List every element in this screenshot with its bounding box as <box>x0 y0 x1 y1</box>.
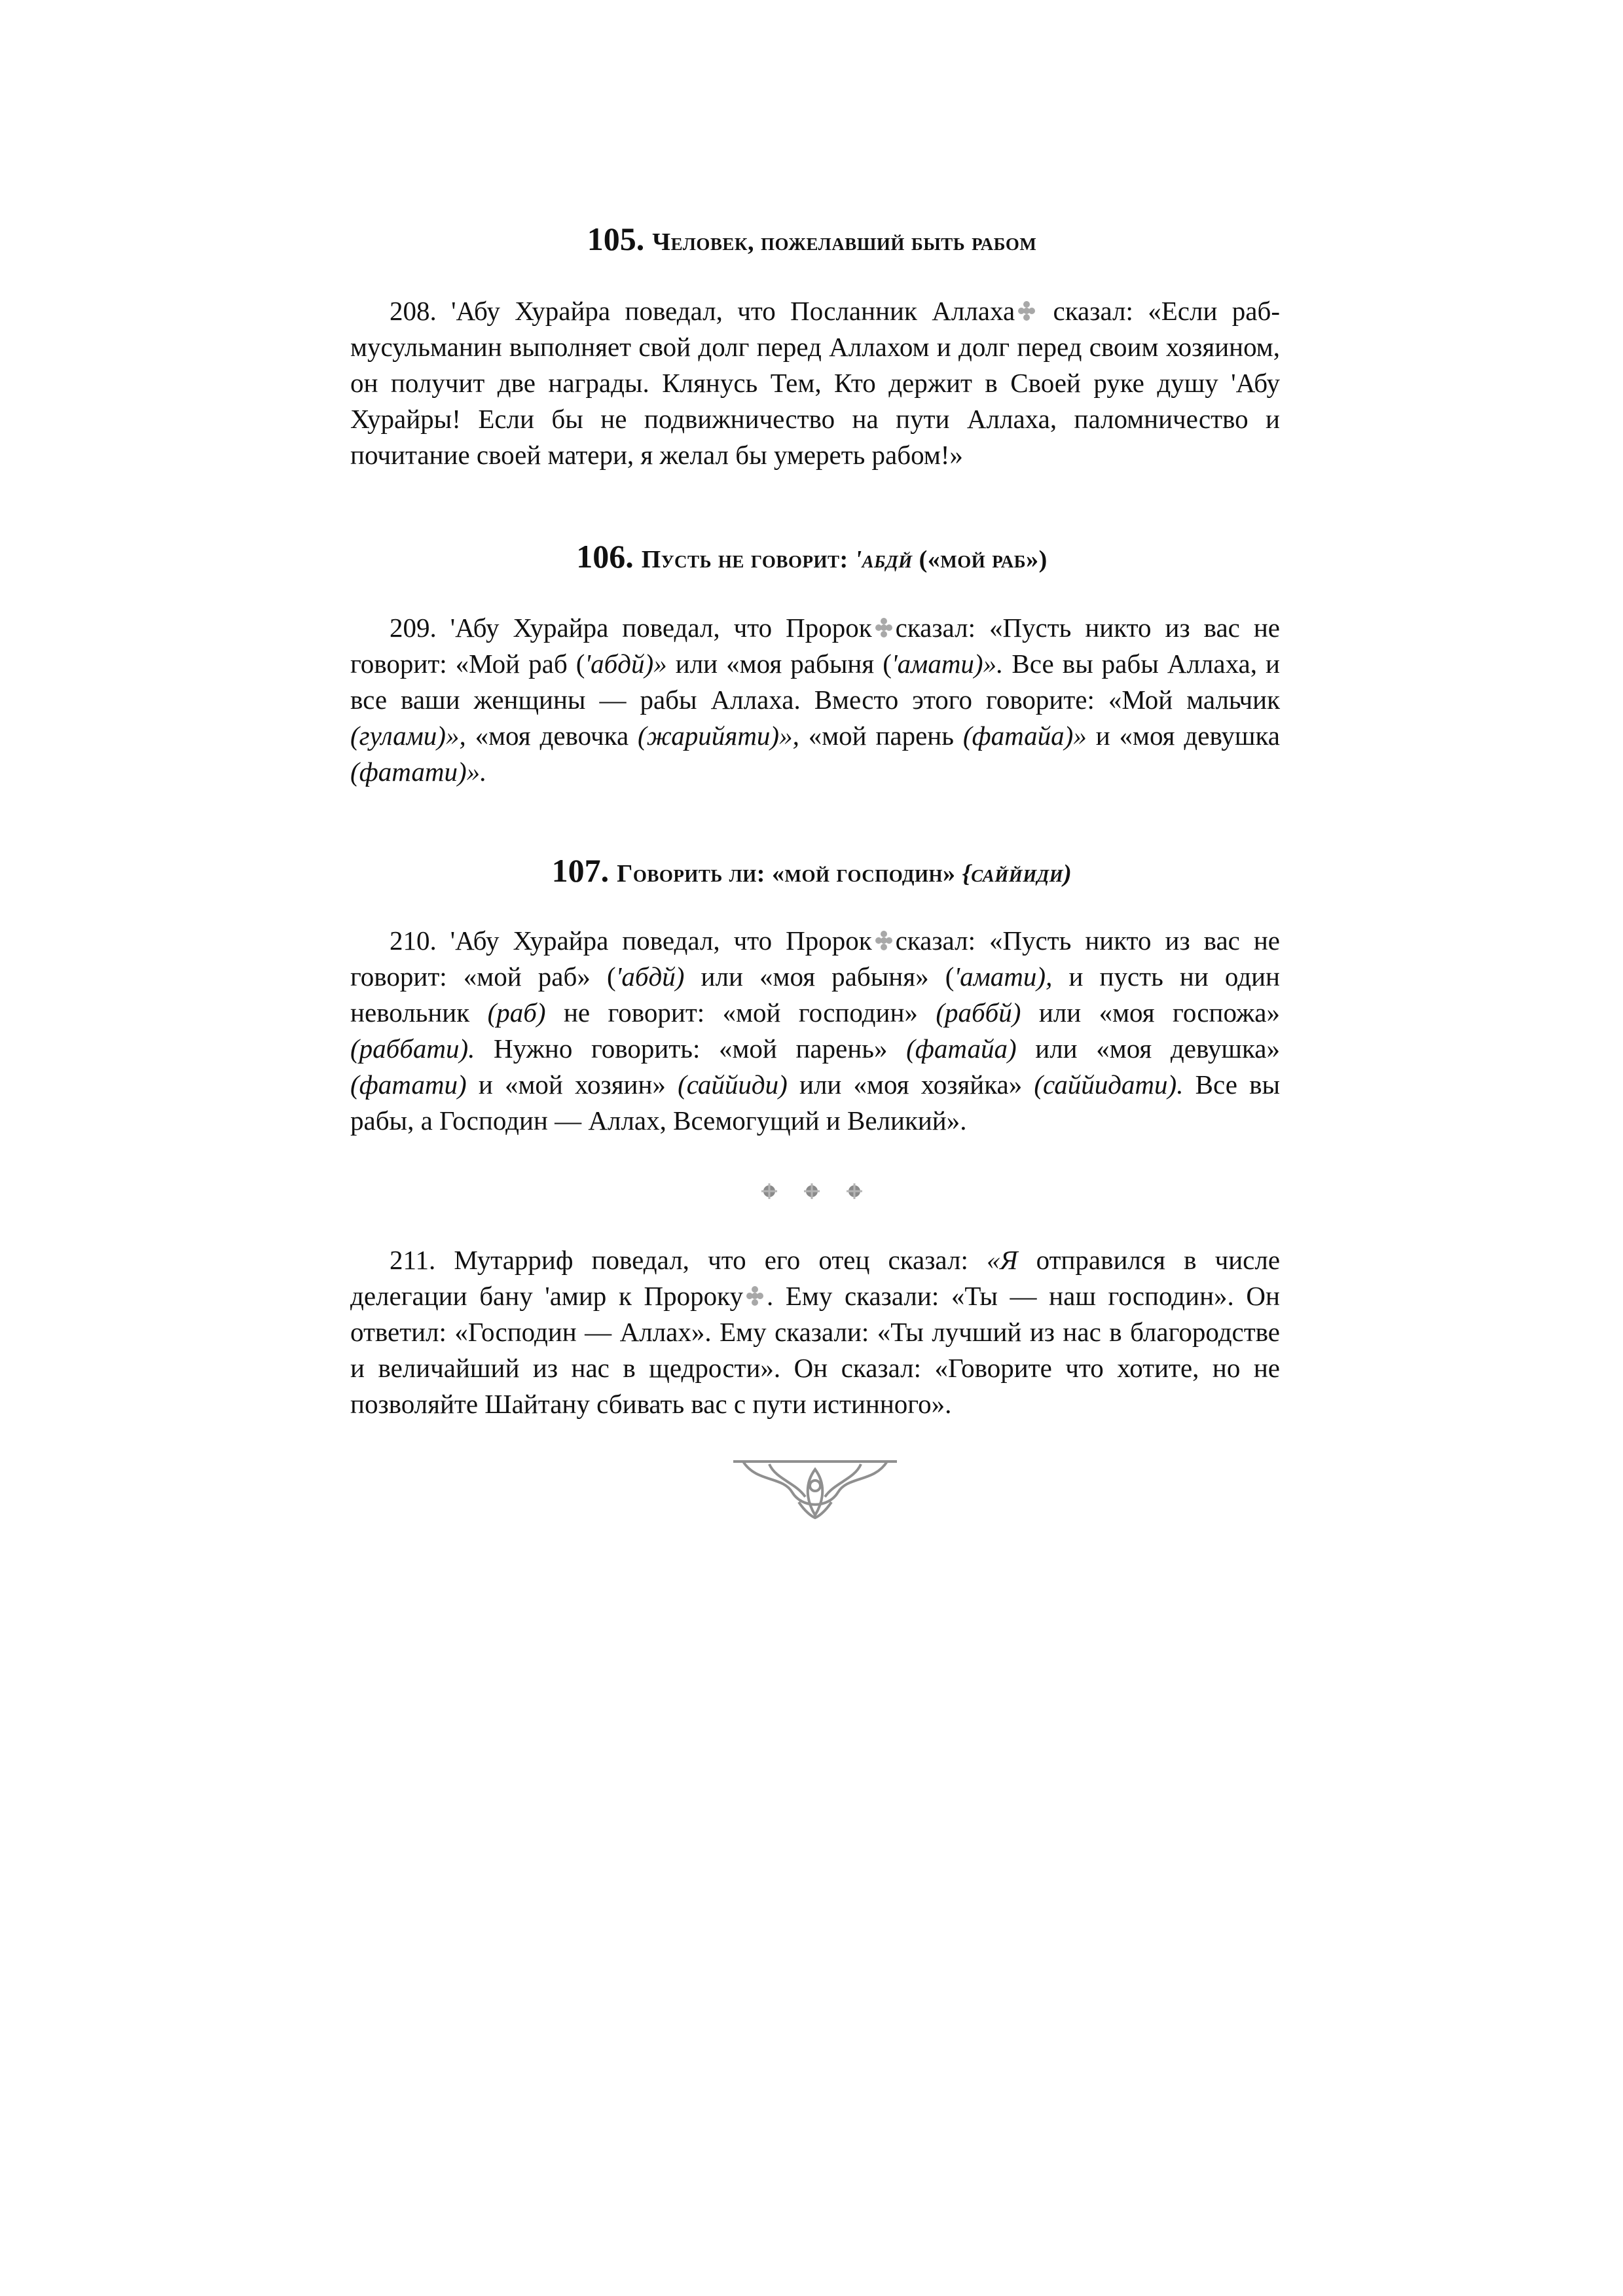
italic-term: (фатайа) <box>906 1033 1017 1064</box>
italic-term: 'амати)». <box>891 649 1004 679</box>
three-stars-divider-icon <box>753 1178 871 1204</box>
salawat-symbol-icon <box>872 929 896 952</box>
paragraph-text: Нужно говорить: «мой парень» <box>475 1033 907 1064</box>
paragraph-text: 208. 'Абу Хурайра поведал, что Посланник Аллаха <box>390 296 1015 326</box>
paragraph-208 <box>350 293 1280 473</box>
italic-term: (саййиди) <box>678 1069 788 1100</box>
paragraph-text: сказал: «Если раб-мусульманин выполняет свой долг перед Аллахом и долг перед своим хозяином, он получит две награды. Клянусь Тем, Кто держит в Своей руке душу 'Абу Хурайры! Если бы не подвижничество на пути Аллаха, паломничество и почитание своей матери, я желал бы умереть рабом!» <box>350 296 1281 470</box>
italic-term: (гулами)», <box>350 721 466 751</box>
paragraph-text: 210. 'Абу Хурайра поведал, что Пророк <box>390 925 872 956</box>
floral-ornament-icon <box>730 1456 900 1522</box>
section-number: 106. <box>576 538 634 575</box>
paragraph-text: или «моя рабыня ( <box>666 649 892 679</box>
salawat-symbol-icon <box>743 1284 767 1308</box>
paragraph-text: «моя девочка <box>465 721 638 751</box>
paragraph-text: или «моя хозяйка» <box>787 1069 1034 1100</box>
italic-term: (фатати)». <box>350 757 487 787</box>
section-heading-106 <box>347 537 1277 579</box>
section-title-italic: 'абдй <box>854 546 913 573</box>
paragraph-text: сказал: «Пусть никто из вас не говорит: «мой раб» ( <box>350 925 1280 992</box>
paragraph-209 <box>350 610 1280 790</box>
paragraph-text: не говорит: «мой господин» <box>545 997 936 1028</box>
italic-term: (фатати) <box>350 1069 467 1100</box>
paragraph-text: и «моя девушка <box>1086 721 1280 751</box>
italic-term: «Я <box>987 1245 1018 1275</box>
paragraph-text: Все вы рабы, а Господин — Аллах, Всемогущий и Великий». <box>350 1069 1280 1136</box>
paragraph-text: 211. Мутарриф поведал, что его отец сказал: <box>390 1245 987 1275</box>
paragraph-text: сказал: «Пусть никто из вас не говорит: «Мой раб ( <box>350 613 1280 679</box>
paragraph-text: или «моя госпожа» <box>1021 997 1281 1028</box>
paragraph-211 <box>350 1242 1280 1422</box>
paragraph-text: . Ему сказали: «Ты — наш господин». Он ответил: «Господин — Аллах». Ему сказали: «Ты лучший из нас в благородстве и величайший из нас в щедрости». Он сказал: «Говорите что хотите, но не позволяйте Шайтану сбивать вас с пути истинного». <box>350 1281 1280 1419</box>
italic-term: (раббати). <box>350 1033 475 1064</box>
paragraph-210 <box>350 923 1280 1139</box>
section-title: Говорить ли: «мой господин» <box>617 860 962 888</box>
section-heading-107 <box>347 851 1277 893</box>
italic-term: (жарийяти)», <box>638 721 799 751</box>
paragraph-text: или «моя девушка» <box>1016 1033 1280 1064</box>
paragraph-text: 209. 'Абу Хурайра поведал, что Пророк <box>390 613 872 643</box>
section-title-tail: («мой раб») <box>912 546 1048 573</box>
paragraph-text: и пусть ни один невольник <box>350 961 1280 1028</box>
paragraph-text: отправился в числе делегации бану 'амир к Пророку <box>350 1245 1281 1311</box>
section-title-italic: {саййиди) <box>962 860 1072 888</box>
paragraph-text: или «моя рабыня» ( <box>684 961 955 992</box>
salawat-symbol-icon <box>1015 299 1038 323</box>
italic-term: (саййидати). <box>1034 1069 1184 1100</box>
italic-term: (раббй) <box>936 997 1021 1028</box>
italic-term: (раб) <box>487 997 546 1028</box>
italic-term: (фатайа)» <box>962 721 1087 751</box>
italic-term: 'амати), <box>954 961 1053 992</box>
section-number: 105. <box>587 221 645 257</box>
salawat-symbol-icon <box>872 616 896 639</box>
italic-term: 'абдй)» <box>585 649 667 679</box>
paragraph-text: и «мой хозяин» <box>466 1069 678 1100</box>
section-title: Человек, пожелавший быть рабом <box>652 228 1037 256</box>
paragraph-text: «мой парень <box>799 721 963 751</box>
section-number: 107. <box>551 852 610 889</box>
paragraph-text: Все вы рабы Аллаха, и все ваши женщины — рабы Аллаха. Вместо этого говорите: «Мой мальчик <box>350 649 1280 715</box>
italic-term: 'абдй) <box>615 961 685 992</box>
section-heading-105 <box>347 219 1277 262</box>
section-title: Пусть не говорит: <box>641 546 855 573</box>
